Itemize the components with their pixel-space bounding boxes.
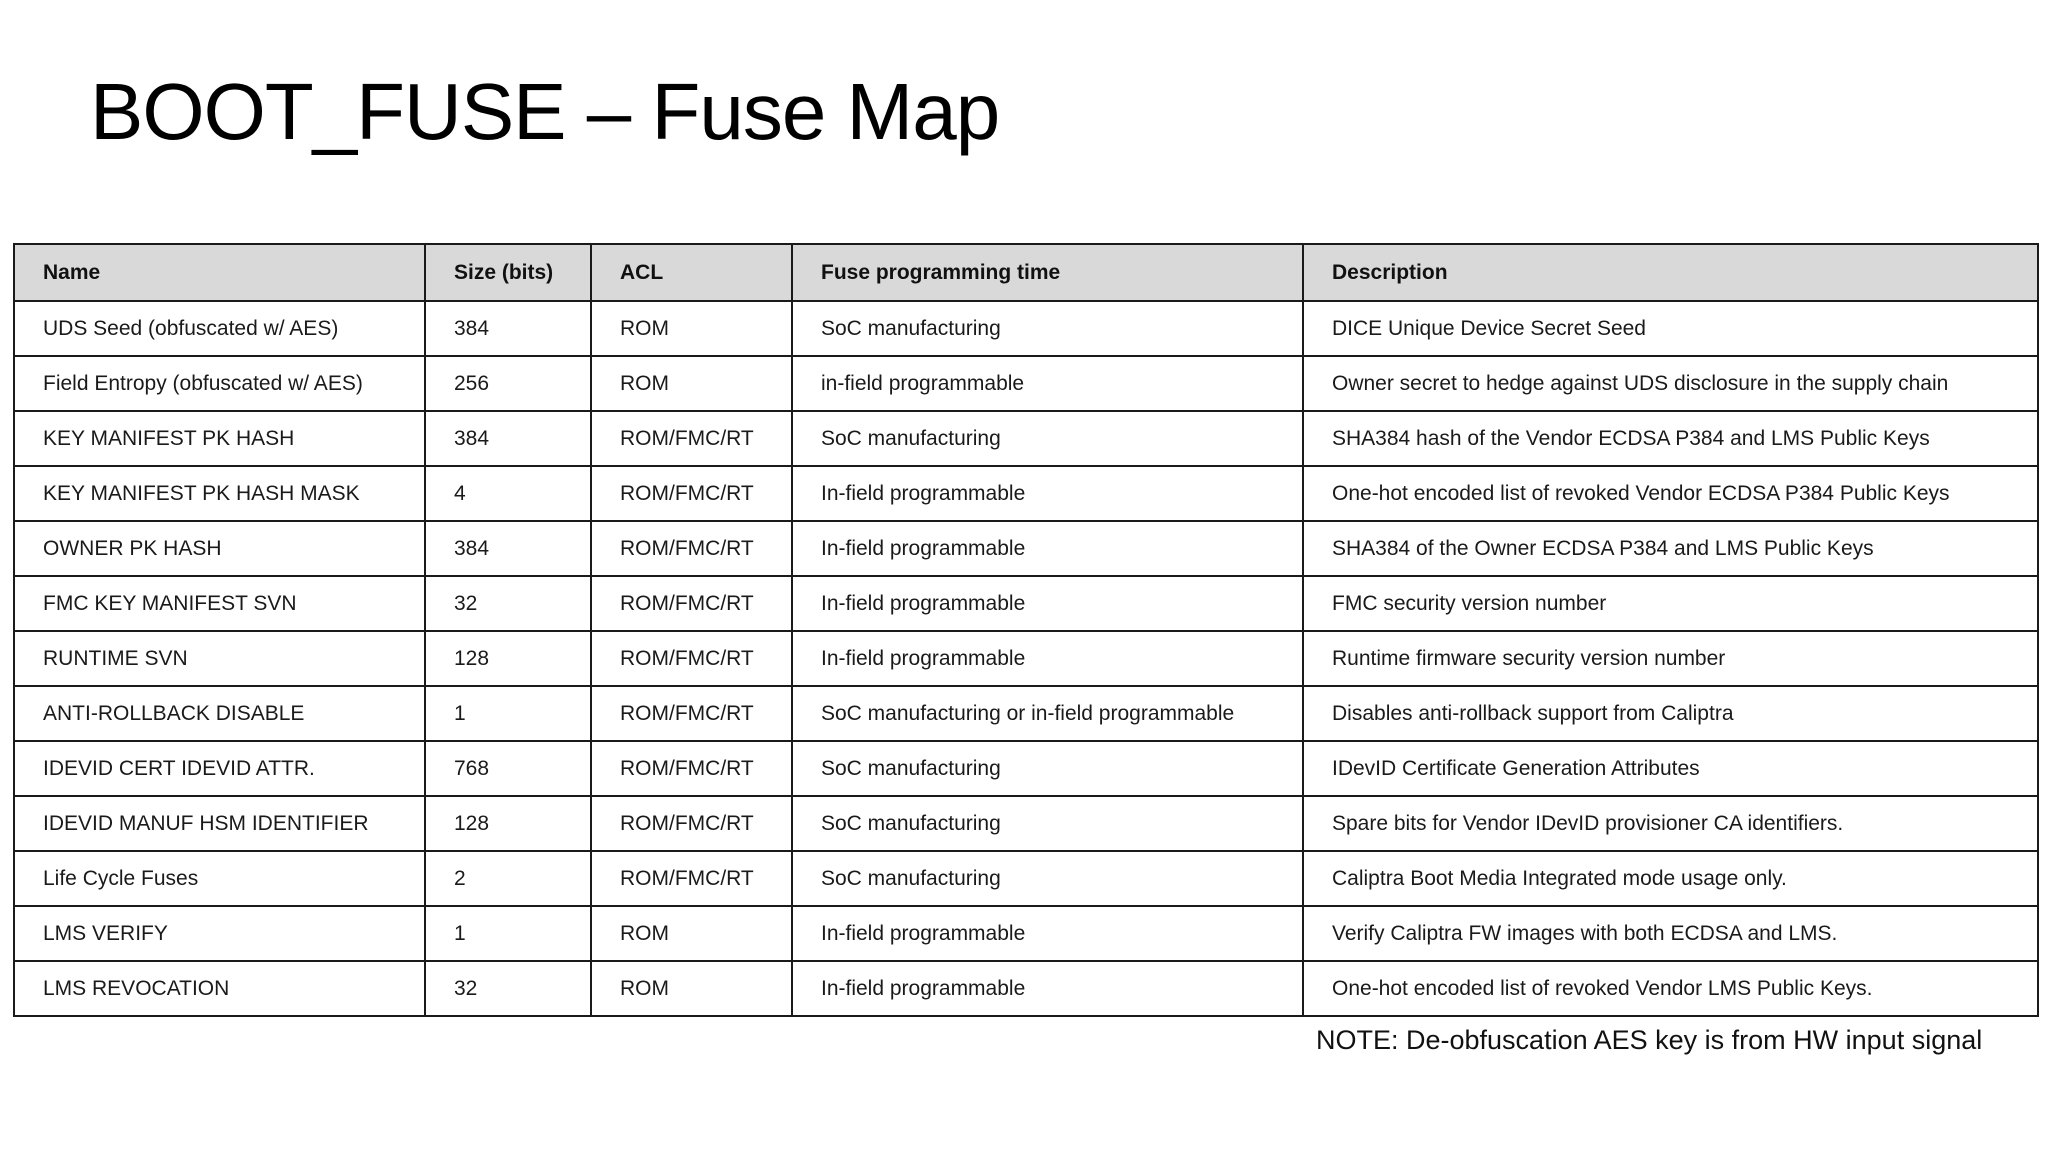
fuse-map-table	[13, 243, 2039, 1017]
cell-name: Life Cycle Fuses	[14, 851, 425, 906]
cell-acl: ROM/FMC/RT	[591, 576, 792, 631]
cell-acl: ROM/FMC/RT	[591, 686, 792, 741]
cell-description: Owner secret to hedge against UDS disclosure in the supply chain	[1303, 356, 2038, 411]
cell-size: 4	[425, 466, 591, 521]
cell-size: 1	[425, 906, 591, 961]
cell-name: ANTI-ROLLBACK DISABLE	[14, 686, 425, 741]
table-row	[14, 356, 2038, 411]
cell-acl: ROM/FMC/RT	[591, 631, 792, 686]
footnote: NOTE: De-obfuscation AES key is from HW input signal	[1316, 1025, 1983, 1055]
table-row	[14, 521, 2038, 576]
cell-name: IDEVID CERT IDEVID ATTR.	[14, 741, 425, 796]
cell-acl: ROM	[591, 301, 792, 356]
cell-programming-time: In-field programmable	[792, 631, 1303, 686]
cell-description: Disables anti-rollback support from Caliptra	[1303, 686, 2038, 741]
cell-programming-time: SoC manufacturing	[792, 851, 1303, 906]
cell-programming-time: In-field programmable	[792, 466, 1303, 521]
cell-name: UDS Seed (obfuscated w/ AES)	[14, 301, 425, 356]
cell-name: FMC KEY MANIFEST SVN	[14, 576, 425, 631]
cell-programming-time: In-field programmable	[792, 961, 1303, 1016]
cell-description: One-hot encoded list of revoked Vendor LMS Public Keys.	[1303, 961, 2038, 1016]
table-row	[14, 741, 2038, 796]
cell-programming-time: In-field programmable	[792, 906, 1303, 961]
cell-acl: ROM/FMC/RT	[591, 796, 792, 851]
cell-size: 32	[425, 961, 591, 1016]
cell-programming-time: In-field programmable	[792, 576, 1303, 631]
cell-size: 384	[425, 301, 591, 356]
header-name: Name	[14, 244, 425, 301]
table-row	[14, 961, 2038, 1016]
cell-acl: ROM/FMC/RT	[591, 466, 792, 521]
cell-description: Spare bits for Vendor IDevID provisioner CA identifiers.	[1303, 796, 2038, 851]
table-row	[14, 301, 2038, 356]
page-title: BOOT_FUSE – Fuse Map	[90, 67, 1000, 156]
cell-acl: ROM/FMC/RT	[591, 411, 792, 466]
cell-size: 384	[425, 411, 591, 466]
header-description: Description	[1303, 244, 2038, 301]
cell-size: 128	[425, 631, 591, 686]
cell-name: Field Entropy (obfuscated w/ AES)	[14, 356, 425, 411]
cell-acl: ROM/FMC/RT	[591, 741, 792, 796]
table-row	[14, 906, 2038, 961]
cell-description: FMC security version number	[1303, 576, 2038, 631]
cell-programming-time: SoC manufacturing	[792, 796, 1303, 851]
cell-description: Verify Caliptra FW images with both ECDSA and LMS.	[1303, 906, 2038, 961]
cell-name: KEY MANIFEST PK HASH	[14, 411, 425, 466]
cell-size: 128	[425, 796, 591, 851]
cell-acl: ROM/FMC/RT	[591, 851, 792, 906]
cell-size: 32	[425, 576, 591, 631]
cell-acl: ROM	[591, 961, 792, 1016]
cell-name: KEY MANIFEST PK HASH MASK	[14, 466, 425, 521]
table-header-row	[14, 244, 2038, 301]
cell-description: DICE Unique Device Secret Seed	[1303, 301, 2038, 356]
cell-size: 384	[425, 521, 591, 576]
table-row	[14, 411, 2038, 466]
cell-programming-time: SoC manufacturing	[792, 301, 1303, 356]
cell-programming-time: SoC manufacturing	[792, 411, 1303, 466]
table-row	[14, 851, 2038, 906]
cell-programming-time: SoC manufacturing	[792, 741, 1303, 796]
cell-size: 256	[425, 356, 591, 411]
table-row	[14, 631, 2038, 686]
cell-description: SHA384 hash of the Vendor ECDSA P384 and LMS Public Keys	[1303, 411, 2038, 466]
cell-size: 1	[425, 686, 591, 741]
cell-programming-time: SoC manufacturing or in-field programmable	[792, 686, 1303, 741]
cell-name: LMS REVOCATION	[14, 961, 425, 1016]
cell-size: 2	[425, 851, 591, 906]
cell-acl: ROM	[591, 356, 792, 411]
cell-acl: ROM/FMC/RT	[591, 521, 792, 576]
header-fuse-programming-time: Fuse programming time	[792, 244, 1303, 301]
cell-acl: ROM	[591, 906, 792, 961]
cell-name: OWNER PK HASH	[14, 521, 425, 576]
cell-programming-time: in-field programmable	[792, 356, 1303, 411]
cell-name: RUNTIME SVN	[14, 631, 425, 686]
table-row	[14, 796, 2038, 851]
cell-description: Caliptra Boot Media Integrated mode usage only.	[1303, 851, 2038, 906]
table-row	[14, 686, 2038, 741]
cell-size: 768	[425, 741, 591, 796]
cell-description: IDevID Certificate Generation Attributes	[1303, 741, 2038, 796]
cell-name: LMS VERIFY	[14, 906, 425, 961]
cell-name: IDEVID MANUF HSM IDENTIFIER	[14, 796, 425, 851]
cell-programming-time: In-field programmable	[792, 521, 1303, 576]
table-row	[14, 466, 2038, 521]
table-row	[14, 576, 2038, 631]
header-size-bits: Size (bits)	[425, 244, 591, 301]
cell-description: Runtime firmware security version number	[1303, 631, 2038, 686]
cell-description: One-hot encoded list of revoked Vendor ECDSA P384 Public Keys	[1303, 466, 2038, 521]
header-acl: ACL	[591, 244, 792, 301]
cell-description: SHA384 of the Owner ECDSA P384 and LMS Public Keys	[1303, 521, 2038, 576]
